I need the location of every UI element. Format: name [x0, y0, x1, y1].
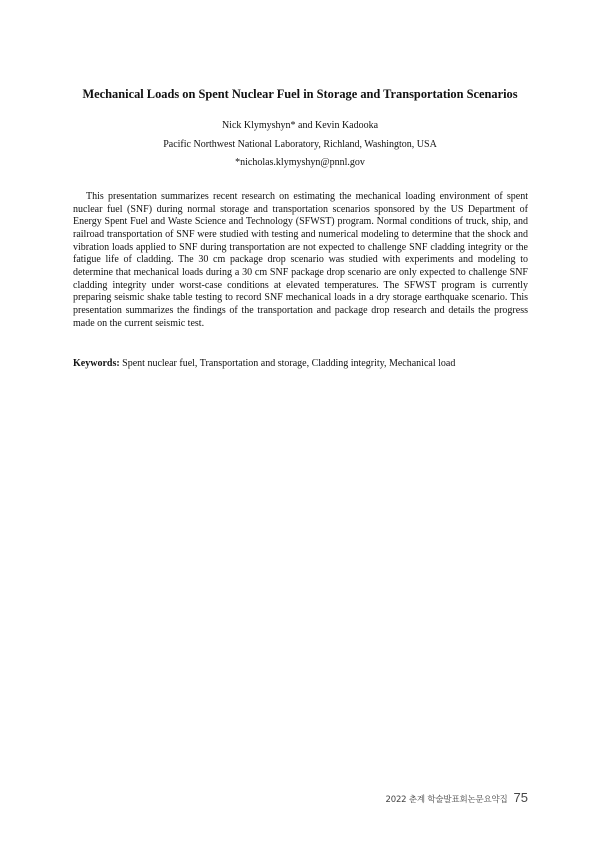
abstract-paragraph: This presentation summarizes recent research on estimating the mechanical loading environment of spent nuclear fuel (SNF) during normal storage and transportation scenarios sponsored by the US Department of Energy Spent Fuel and Waste Science and Technology (SFWST) program. Normal conditions of truck, ship, and railroad transportation of SNF were studied with testing and numerical modeling to determine that the shock and vibration loads applied to SNF during transportation are not expected to challenge SNF cladding integrity or the fatigue life of cladding. The 30 cm package drop scenario was studied with experiments and modeling to determine that mechanical loads during a 30 cm SNF package drop scenario are only expected to challenge SNF cladding integrity under worst-case conditions at elevated temperatures. The SFWST program is currently preparing seismic shake table testing to record SNF mechanical loads in a dry storage earthquake scenario. This presentation summarizes the findings of the transportation and package drop research and details the progress made on the current seismic test.	[73, 191, 528, 329]
corresponding-email: *nicholas.klymyshyn@pnnl.gov	[235, 157, 365, 168]
page-footer	[386, 790, 528, 805]
keywords-line	[73, 357, 528, 370]
page-number: 75	[513, 790, 528, 805]
author-affiliation: Pacific Northwest National Laboratory, Richland, Washington, USA	[163, 139, 437, 150]
keywords-text: Spent nuclear fuel, Transportation and storage, Cladding integrity, Mechanical load	[122, 358, 456, 369]
author-list: Nick Klymyshyn* and Kevin Kadooka	[221, 120, 379, 131]
keywords-label: Keywords:	[73, 358, 120, 369]
journal-name: 2022 춘계 학술발표회논문요약집	[385, 795, 508, 805]
paper-title: Mechanical Loads on Spent Nuclear Fuel in Storage and Transportation Scenarios	[82, 87, 518, 101]
